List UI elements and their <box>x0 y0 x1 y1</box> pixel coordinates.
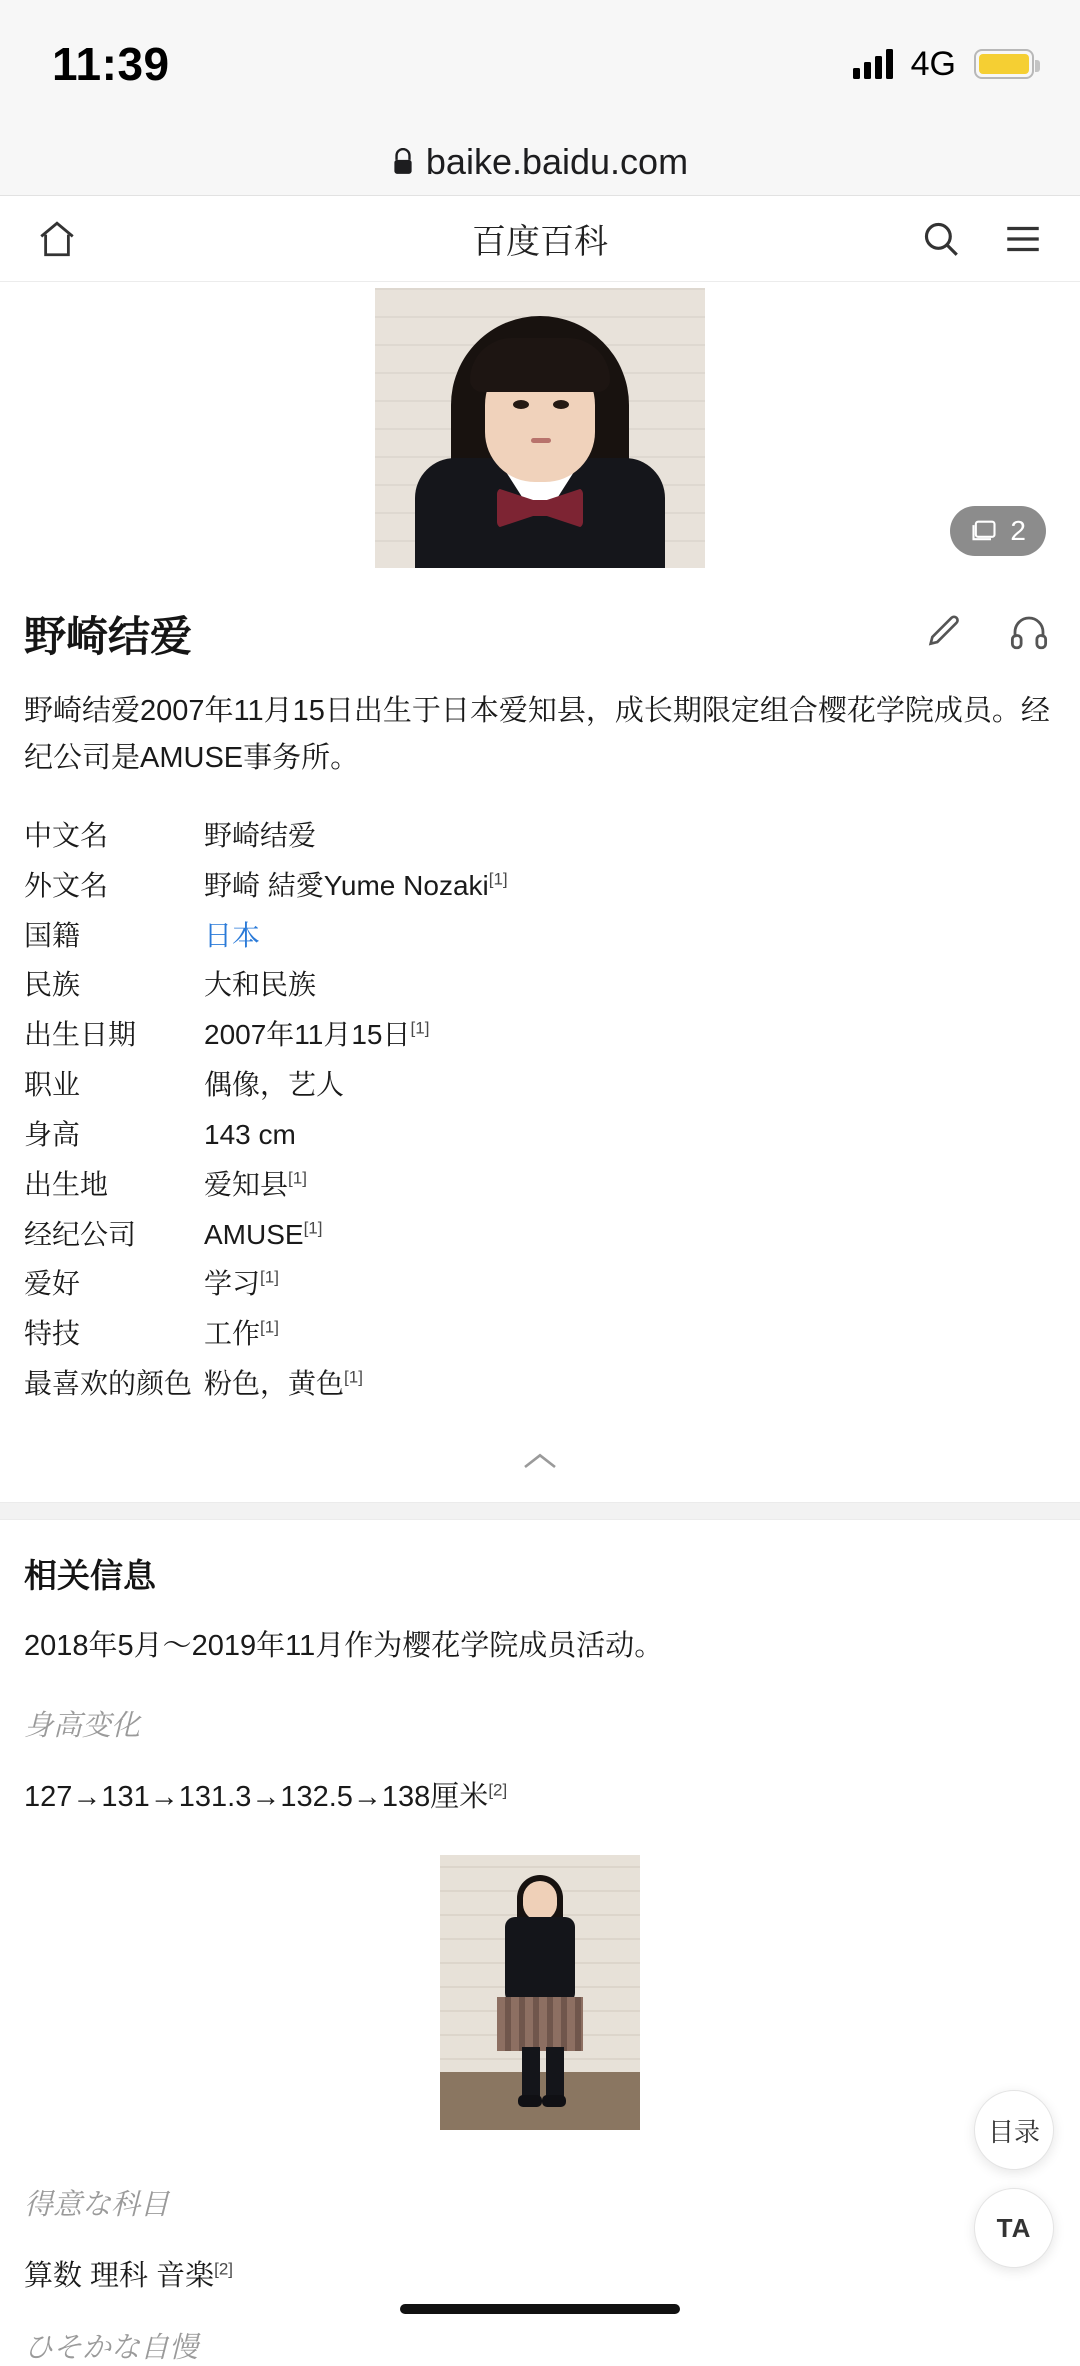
info-value-link[interactable]: 日本 <box>204 919 261 951</box>
info-ref[interactable]: [1] <box>260 1268 279 1288</box>
info-ref[interactable]: [1] <box>303 1218 323 1238</box>
info-key: 最喜欢的颜色 <box>24 1368 193 1400</box>
lock-icon <box>392 148 414 176</box>
catalog-fab-button[interactable] <box>974 2090 1054 2170</box>
height-values: 127→131→131.3→132.5→138厘米 <box>24 1781 489 1814</box>
info-value <box>204 1067 344 1103</box>
info-value <box>204 1117 296 1153</box>
info-key: 民族 <box>24 969 81 1001</box>
search-icon[interactable] <box>920 218 962 260</box>
info-value <box>204 918 260 954</box>
info-value-text: 工作 <box>204 1318 261 1350</box>
home-icon[interactable] <box>36 218 78 260</box>
section-divider <box>0 1502 1080 1520</box>
info-key: 出生地 <box>24 1168 109 1200</box>
info-row <box>24 1366 1056 1402</box>
section-title: 相关信息 <box>24 1556 156 1594</box>
info-key: 外文名 <box>24 869 109 901</box>
info-row <box>24 918 1056 954</box>
info-ref[interactable]: [1] <box>410 1018 430 1038</box>
info-value <box>204 818 316 854</box>
app-title: 百度百科 <box>472 223 608 261</box>
info-key: 国籍 <box>24 919 81 951</box>
headphones-icon[interactable] <box>1008 611 1050 658</box>
info-key: 特技 <box>24 1318 81 1350</box>
info-value <box>204 1316 279 1352</box>
info-key: 爱好 <box>24 1268 81 1300</box>
hero-section <box>0 282 1080 568</box>
info-value <box>204 1167 307 1203</box>
info-value-text: AMUSE <box>204 1218 304 1250</box>
status-bar <box>0 0 1080 128</box>
height-progression-text <box>24 1774 1056 1820</box>
page-content <box>0 282 1080 2366</box>
info-row <box>24 1017 1056 1053</box>
info-ref[interactable]: [1] <box>288 1168 307 1188</box>
info-value <box>204 967 316 1003</box>
info-value-text: 爱知县 <box>204 1168 289 1200</box>
info-row <box>24 1316 1056 1352</box>
related-paragraph: 2018年5月～2019年11月作为樱花学院成员活动。 <box>24 1629 664 1662</box>
info-ref[interactable]: [1] <box>344 1367 363 1387</box>
list-menu-icon[interactable] <box>1002 218 1044 260</box>
signal-bars-icon <box>853 49 893 79</box>
info-value <box>204 1366 363 1402</box>
page-title: 野崎结爱 <box>24 613 193 660</box>
info-key: 经纪公司 <box>24 1218 137 1250</box>
subjects-text <box>24 2253 1056 2299</box>
browser-url-bar[interactable] <box>0 128 1080 196</box>
battery-icon <box>974 49 1034 79</box>
info-row <box>24 967 1056 1003</box>
info-row <box>24 1266 1056 1302</box>
related-info-section <box>0 1520 1080 2366</box>
info-row <box>24 1117 1056 1153</box>
entry-title-row <box>0 568 1080 674</box>
info-value-text: 143 cm <box>204 1118 296 1150</box>
home-indicator[interactable] <box>400 2304 680 2314</box>
info-value <box>204 1217 322 1253</box>
info-value-text: 学习 <box>204 1268 261 1300</box>
ta-fab-label: TA <box>996 2212 1032 2243</box>
ta-fab-button[interactable] <box>974 2188 1054 2268</box>
subsection-title-pride: ひそかな自慢 <box>24 2332 199 2365</box>
info-value-text: 2007年11月15日 <box>204 1019 411 1051</box>
info-row <box>24 1067 1056 1103</box>
entry-portrait-image[interactable] <box>375 288 705 568</box>
info-value <box>204 1017 429 1053</box>
entry-summary: 野崎结爱2007年11月15日出生于日本爱知县，成长期限定组合樱花学院成员。经纪公司是AMUSE事务所。 <box>24 695 1050 774</box>
info-ref[interactable]: [1] <box>260 1317 279 1337</box>
info-ref[interactable]: [1] <box>488 869 508 889</box>
info-value-text: 大和民族 <box>204 969 317 1001</box>
info-key: 职业 <box>24 1069 81 1101</box>
pencil-edit-icon[interactable] <box>924 612 964 657</box>
image-count-badge[interactable] <box>950 506 1046 556</box>
image-count-label: 2 <box>1010 515 1026 546</box>
subsection-title-height: 身高变化 <box>24 1710 141 1743</box>
subjects-value: 算数 理科 音楽 <box>24 2259 215 2292</box>
height-ref[interactable]: [2] <box>488 1780 508 1800</box>
info-value-text: 野崎 結愛Yume Nozaki <box>204 869 489 901</box>
subjects-ref[interactable]: [2] <box>214 2259 234 2278</box>
chevron-up-icon <box>520 1450 560 1474</box>
network-type-label: 4G <box>910 44 956 83</box>
info-row <box>24 868 1056 904</box>
info-row <box>24 1217 1056 1253</box>
full-body-photo[interactable] <box>440 1855 640 2130</box>
subsection-title-subjects: 得意な科目 <box>24 2188 170 2221</box>
info-row <box>24 1167 1056 1203</box>
info-value-text: 偶像，艺人 <box>204 1069 345 1101</box>
info-value-text: 粉色，黄色 <box>204 1368 345 1400</box>
info-value-text: 野崎结爱 <box>204 819 317 851</box>
collapse-infobox-button[interactable] <box>0 1416 1080 1502</box>
url-text: baike.baidu.com <box>425 140 689 182</box>
info-value <box>204 1266 279 1302</box>
status-clock: 11:39 <box>52 38 170 90</box>
info-row <box>24 818 1056 854</box>
app-header <box>0 196 1080 282</box>
status-indicators <box>853 45 1034 84</box>
info-key: 中文名 <box>24 819 109 851</box>
info-key: 出生日期 <box>24 1019 137 1051</box>
info-value <box>204 868 508 904</box>
catalog-fab-label: 目录 <box>987 2116 1040 2147</box>
info-key: 身高 <box>24 1118 81 1150</box>
gallery-icon <box>970 518 998 544</box>
info-table <box>0 782 1080 1402</box>
